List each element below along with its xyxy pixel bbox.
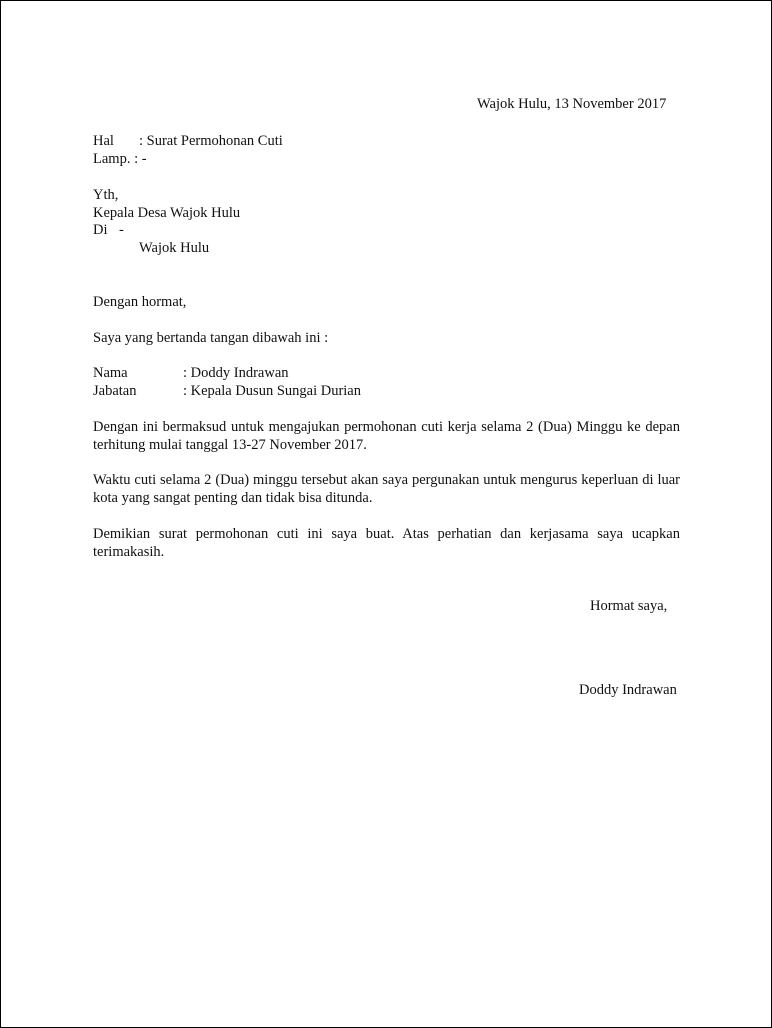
closing-regards: Hormat saya,: [590, 598, 668, 614]
attachment-line: Lamp. : -: [93, 151, 147, 167]
identity-name-row: [93, 364, 289, 382]
salutation: Dengan hormat,: [93, 294, 187, 310]
hal-value: : Surat Permohonan Cuti: [139, 133, 283, 149]
hal-label: Hal: [93, 133, 114, 149]
paragraph-leave-reason: Waktu cuti selama 2 (Dua) minggu tersebut akan saya pergunakan untuk mengurus keperluan di luar kota yang sangat penting dan tidak bisa ditunda.: [93, 472, 680, 506]
recipient-name: Kepala Desa Wajok Hulu: [93, 205, 241, 221]
paragraph-closing: Demikian surat permohonan cuti ini saya buat. Atas perhatian dan kerjasama saya ucapkan terimakasih.: [93, 526, 680, 560]
di-label: Di: [93, 222, 108, 238]
subject-line: [93, 132, 283, 150]
place-date: Wajok Hulu, 13 November 2017: [477, 96, 667, 112]
di-dash: -: [119, 222, 124, 238]
jabatan-value: : Kepala Dusun Sungai Durian: [183, 383, 361, 399]
signatory-name: Doddy Indrawan: [579, 682, 677, 698]
nama-label: Nama: [93, 365, 128, 381]
recipient-greeting: Yth,: [93, 187, 119, 203]
recipient-location: Wajok Hulu: [139, 240, 210, 256]
jabatan-label: Jabatan: [93, 383, 137, 399]
paragraph-leave-request: Dengan ini bermaksud untuk mengajukan permohonan cuti kerja selama 2 (Dua) Minggu ke depan terhitung mulai tanggal 13-27 November 2017.: [93, 419, 680, 453]
intro-text: Saya yang bertanda tangan dibawah ini :: [93, 330, 329, 346]
identity-position-row: [93, 382, 361, 400]
nama-value: : Doddy Indrawan: [183, 365, 289, 381]
recipient-di-line: [93, 221, 124, 239]
